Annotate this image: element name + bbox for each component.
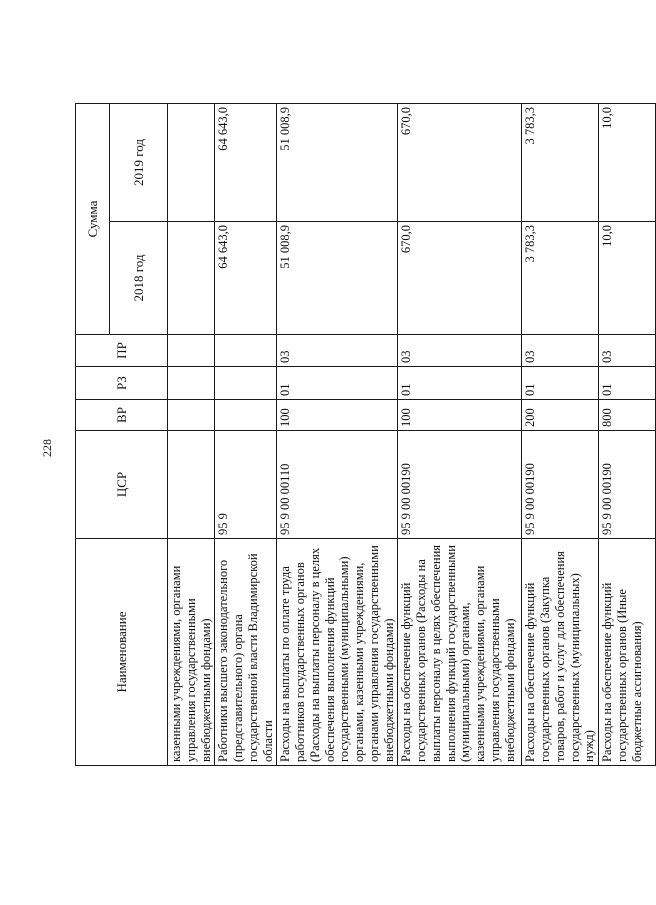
header-csr: ЦСР — [76, 431, 168, 539]
row-rz — [215, 367, 277, 400]
row-sum-2018: 51 008,9 — [277, 222, 398, 335]
row-name: Расходы на обеспечение функций государственных органов (Закупка товаров, работ и услуг для обеспечения государственных (муниципальных) нужд) — [522, 539, 599, 766]
table-row — [398, 104, 522, 766]
table-row — [599, 104, 656, 766]
table-row — [277, 104, 398, 766]
row-name: Расходы на выплаты по оплате труда работников государственных органов (Расходы на выплаты персоналу в целях обеспечения выполнения функций государственными (муниципальными) органами, казенными учреждениями, органами управления государственными внебюджетными фондами) — [277, 539, 398, 766]
row-pr: 03 — [398, 335, 522, 367]
row-sum-2019: 3 783,3 — [522, 104, 599, 222]
row-sum-2019: 64 643,0 — [215, 104, 277, 222]
row-pr — [215, 335, 277, 367]
table-row — [522, 104, 599, 766]
row-csr: 95 9 00 00110 — [277, 431, 398, 539]
header-rz: РЗ — [76, 367, 168, 400]
row-vr: 100 — [398, 400, 522, 431]
row-rz: 01 — [277, 367, 398, 400]
row-vr: 800 — [599, 400, 656, 431]
row-name: Расходы на обеспечение функций государственных органов (Иные бюджетные ассигнования) — [599, 539, 656, 766]
row-rz: 01 — [599, 367, 656, 400]
row-pr: 03 — [599, 335, 656, 367]
budget-table — [75, 103, 656, 766]
header-vr: ВР — [76, 400, 168, 431]
row-rz — [168, 367, 215, 400]
row-sum-2018 — [168, 222, 215, 335]
row-sum-2018: 10,0 — [599, 222, 656, 335]
row-vr: 100 — [277, 400, 398, 431]
table-row — [168, 104, 215, 766]
row-vr — [215, 400, 277, 431]
row-csr: 95 9 00 00190 — [599, 431, 656, 539]
row-sum-2019 — [168, 104, 215, 222]
row-csr: 95 9 00 00190 — [398, 431, 522, 539]
table-row — [215, 104, 277, 766]
row-csr — [168, 431, 215, 539]
page-number: 228 — [40, 439, 54, 457]
row-sum-2018: 3 783,3 — [522, 222, 599, 335]
row-sum-2019: 51 008,9 — [277, 104, 398, 222]
row-pr: 03 — [522, 335, 599, 367]
header-pr: ПР — [76, 335, 168, 367]
row-sum-2018: 64 643,0 — [215, 222, 277, 335]
row-name: Расходы на обеспечение функций государственных органов (Расходы на выплаты персоналу в целях обеспечения выполнения функций государственными (муниципальными) органами, казенными учреждениями, органами управления государственными внебюджетными фондами) — [398, 539, 522, 766]
header-sum: Сумма — [76, 104, 110, 335]
row-csr: 95 9 — [215, 431, 277, 539]
row-pr — [168, 335, 215, 367]
row-vr: 200 — [522, 400, 599, 431]
row-sum-2018: 670,0 — [398, 222, 522, 335]
row-sum-2019: 10,0 — [599, 104, 656, 222]
row-rz: 01 — [522, 367, 599, 400]
row-csr: 95 9 00 00190 — [522, 431, 599, 539]
header-name: Наименование — [76, 539, 168, 766]
header-year-2019: 2019 год — [110, 104, 168, 222]
row-sum-2019: 670,0 — [398, 104, 522, 222]
row-name: казенными учреждениями, органами управления государственными внебюджетными фондами) — [168, 539, 215, 766]
header-year-2018: 2018 год — [110, 222, 168, 335]
row-rz: 01 — [398, 367, 522, 400]
row-pr: 03 — [277, 335, 398, 367]
row-vr — [168, 400, 215, 431]
row-name: Работники высшего законодательного (представительного) органа государственной власти Владимирской области — [215, 539, 277, 766]
